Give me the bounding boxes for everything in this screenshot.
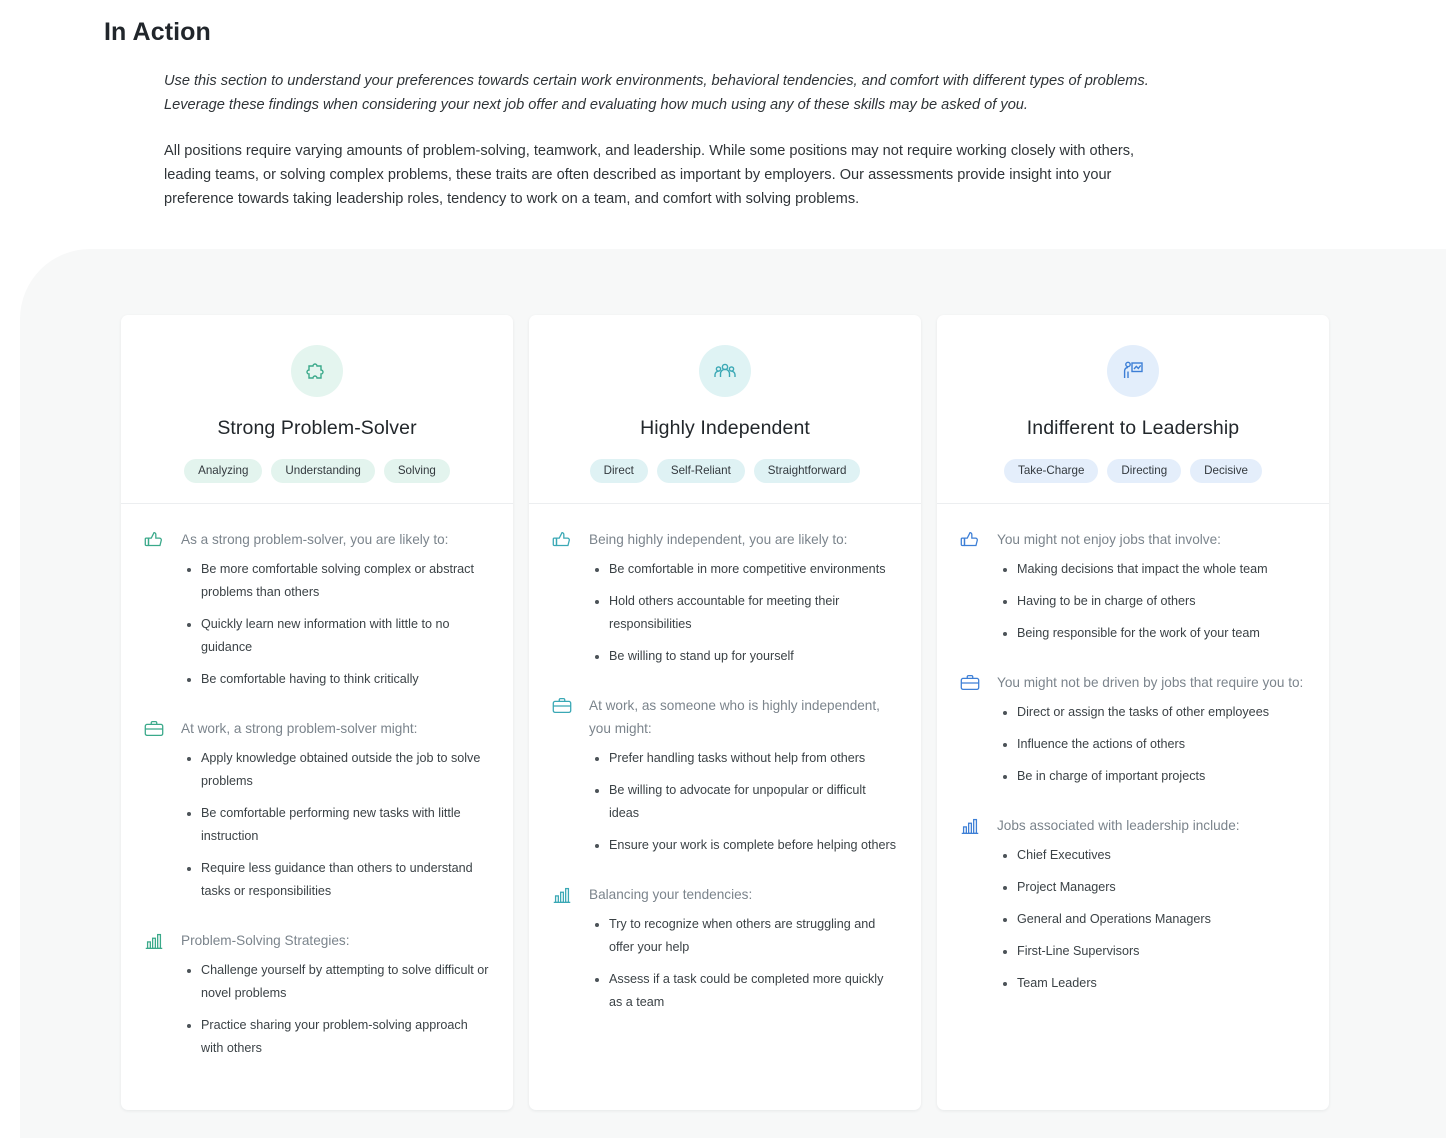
block-heading: You might not enjoy jobs that involve:	[997, 532, 1221, 547]
block-heading: You might not be driven by jobs that require you to:	[997, 675, 1304, 690]
list-item: Influence the actions of others	[1015, 733, 1307, 756]
chip: Understanding	[271, 459, 374, 483]
list-item: Be comfortable performing new tasks with little instruction	[199, 802, 491, 848]
intro-italic-paragraph: Use this section to understand your preferences towards certain work environments, behavioral tendencies, and comfort with different types of problems. Leverage these findings when considering your next job offer and evaluating how much using any of these skills may be asked of you.	[164, 73, 1149, 113]
list-item: Chief Executives	[1015, 844, 1307, 867]
growth-chart-icon	[551, 883, 577, 1014]
chip: Analyzing	[184, 459, 262, 483]
list-item: Being responsible for the work of your team	[1015, 622, 1307, 645]
growth-chart-icon	[143, 929, 169, 1060]
people-group-icon	[699, 345, 751, 397]
list-item: Require less guidance than others to understand tasks or responsibilities	[199, 857, 491, 903]
card-header	[529, 315, 921, 504]
point-list	[589, 913, 899, 1014]
chip: Directing	[1107, 459, 1181, 483]
list-item: Be willing to stand up for yourself	[607, 645, 899, 668]
list-item: Be willing to advocate for unpopular or difficult ideas	[607, 779, 899, 825]
card-block-main	[997, 528, 1307, 645]
card-body	[121, 504, 513, 1110]
block-heading: At work, a strong problem-solver might:	[181, 721, 418, 736]
point-list	[997, 558, 1307, 645]
list-item: General and Operations Managers	[1015, 908, 1307, 931]
chip-list	[551, 459, 899, 483]
point-list	[997, 844, 1307, 995]
card-block-main	[589, 883, 899, 1014]
list-item: Be comfortable having to think critically	[199, 668, 491, 691]
intro-body	[104, 69, 1174, 211]
chip: Self-Reliant	[657, 459, 745, 483]
card-block-main	[997, 671, 1307, 788]
card-block	[143, 528, 491, 691]
point-list	[589, 558, 899, 668]
point-list	[181, 959, 491, 1060]
briefcase-icon	[959, 671, 985, 788]
list-item: Challenge yourself by attempting to solve difficult or novel problems	[199, 959, 491, 1005]
puzzle-icon	[291, 345, 343, 397]
point-list	[997, 701, 1307, 788]
cards-row	[20, 249, 1446, 1110]
card-block-main	[181, 717, 491, 903]
chip: Decisive	[1190, 459, 1262, 483]
list-item: Team Leaders	[1015, 972, 1307, 995]
point-list	[181, 747, 491, 903]
point-list	[589, 747, 899, 857]
thumbs-up-icon	[959, 528, 985, 645]
card-block	[551, 528, 899, 668]
card-block-main	[997, 814, 1307, 995]
trait-card-indifferent-to-leadership	[937, 315, 1329, 1110]
chip: Solving	[384, 459, 450, 483]
block-heading: Being highly independent, you are likely to:	[589, 532, 848, 547]
card-title: Indifferent to Leadership	[1026, 417, 1240, 439]
list-item: Assess if a task could be completed more quickly as a team	[607, 968, 899, 1014]
intro-paragraph: All positions require varying amounts of problem-solving, teamwork, and leadership. While some positions may not require working closely with others, leading teams, or solving complex problems, these traits are often described as important by employers. Our assessments provide insight into your preference towards taking leadership roles, tendency to work on a team, and comfort with solving problems.	[164, 143, 1135, 207]
intro-section	[0, 0, 1446, 211]
list-item: First-Line Supervisors	[1015, 940, 1307, 963]
card-body	[529, 504, 921, 1110]
list-item: Direct or assign the tasks of other employees	[1015, 701, 1307, 724]
block-heading: As a strong problem-solver, you are likely to:	[181, 532, 449, 547]
point-list	[181, 558, 491, 691]
briefcase-icon	[551, 694, 577, 857]
card-header	[937, 315, 1329, 504]
card-block	[959, 528, 1307, 645]
card-block-main	[589, 694, 899, 857]
block-heading: Problem-Solving Strategies:	[181, 933, 350, 948]
block-heading: Jobs associated with leadership include:	[997, 818, 1240, 833]
list-item: Prefer handling tasks without help from others	[607, 747, 899, 770]
list-item: Try to recognize when others are struggling and offer your help	[607, 913, 899, 959]
chip: Take-Charge	[1004, 459, 1098, 483]
trait-card-highly-independent	[529, 315, 921, 1110]
card-block	[959, 671, 1307, 788]
card-block	[551, 883, 899, 1014]
block-heading: At work, as someone who is highly independent, you might:	[589, 698, 880, 736]
page-title: In Action	[104, 18, 211, 46]
list-item: Be comfortable in more competitive environments	[607, 558, 899, 581]
list-item: Be in charge of important projects	[1015, 765, 1307, 788]
list-item: Having to be in charge of others	[1015, 590, 1307, 613]
card-block	[143, 717, 491, 903]
cards-panel	[20, 249, 1446, 1138]
card-block-main	[181, 929, 491, 1060]
thumbs-up-icon	[143, 528, 169, 691]
list-item: Quickly learn new information with little to no guidance	[199, 613, 491, 659]
card-block-main	[181, 528, 491, 691]
card-body	[937, 504, 1329, 1110]
chip-list	[959, 459, 1307, 483]
list-item: Making decisions that impact the whole team	[1015, 558, 1307, 581]
card-block-main	[589, 528, 899, 668]
chip: Straightforward	[754, 459, 861, 483]
trait-card-problem-solver	[121, 315, 513, 1110]
thumbs-up-icon	[551, 528, 577, 668]
briefcase-icon	[143, 717, 169, 903]
presenter-icon	[1107, 345, 1159, 397]
list-item: Hold others accountable for meeting their responsibilities	[607, 590, 899, 636]
list-item: Ensure your work is complete before helping others	[607, 834, 899, 857]
list-item: Apply knowledge obtained outside the job to solve problems	[199, 747, 491, 793]
card-title: Strong Problem-Solver	[217, 417, 417, 439]
chip-list	[143, 459, 491, 483]
card-header	[121, 315, 513, 504]
list-item: Be more comfortable solving complex or abstract problems than others	[199, 558, 491, 604]
card-block	[959, 814, 1307, 995]
block-heading: Balancing your tendencies:	[589, 887, 753, 902]
chip: Direct	[590, 459, 648, 483]
growth-chart-icon	[959, 814, 985, 995]
card-block	[143, 929, 491, 1060]
list-item: Practice sharing your problem-solving approach with others	[199, 1014, 491, 1060]
list-item: Project Managers	[1015, 876, 1307, 899]
card-block	[551, 694, 899, 857]
card-title: Highly Independent	[640, 417, 810, 439]
